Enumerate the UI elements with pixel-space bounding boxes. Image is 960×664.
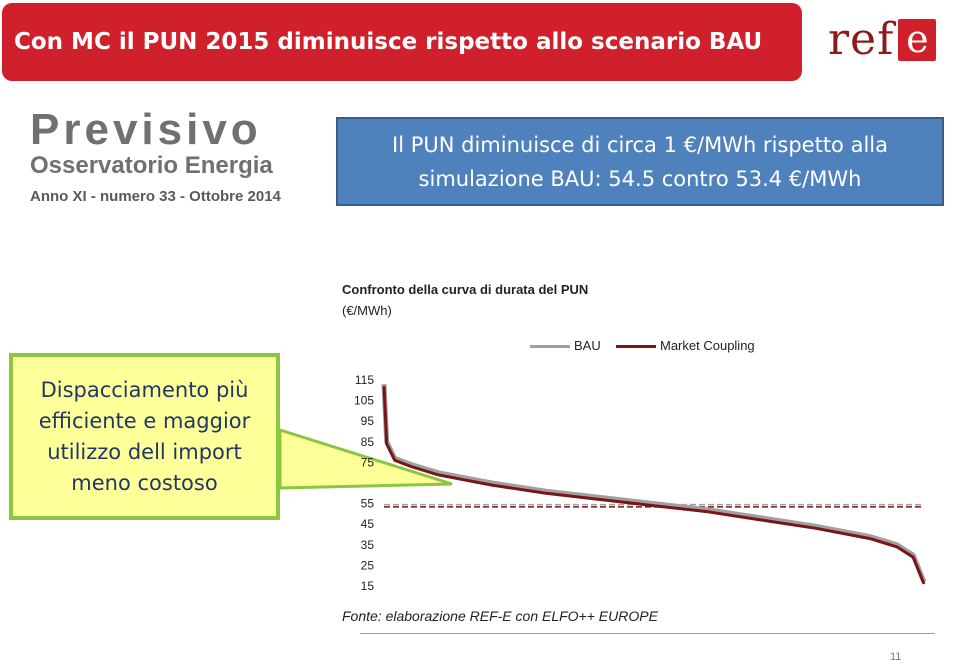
chart-source: Fonte: elaborazione REF-E con ELFO++ EUROPE <box>342 608 658 624</box>
y-tick-label: 25 <box>360 558 374 573</box>
logo-box: e <box>898 19 936 61</box>
callout-line-2: simulazione BAU: 54.5 contro 53.4 €/MWh <box>418 166 862 191</box>
explanation-note <box>9 353 280 520</box>
series-line-market-coupling <box>384 386 924 584</box>
note-line-4: meno costoso <box>71 470 218 495</box>
y-tick-label: 85 <box>360 434 374 449</box>
y-tick-label: 45 <box>360 517 374 532</box>
y-tick-label: 115 <box>354 373 374 387</box>
legend-label-bau: BAU <box>574 338 601 353</box>
y-tick-label: 75 <box>360 455 374 470</box>
series-line-bau <box>384 384 924 582</box>
note-line-2: efficiente e maggior <box>38 408 251 433</box>
page-number: 11 <box>890 651 902 663</box>
slide-title: Con MC il PUN 2015 diminuisce rispetto allo scenario BAU <box>2 3 802 81</box>
y-tick-label: 95 <box>360 414 374 429</box>
y-tick-label: 55 <box>360 496 374 511</box>
series-lines <box>384 384 924 584</box>
y-tick-label: 15 <box>360 579 374 593</box>
note-line-1: Dispacciamento più <box>40 377 249 402</box>
logo-text: ref <box>828 14 895 65</box>
publication-subtitle: Osservatorio Energia <box>30 152 273 179</box>
legend-label-market-coupling: Market Coupling <box>660 338 755 353</box>
chart-title: Confronto della curva di durata del PUN <box>342 282 589 297</box>
publication-name: Previsivo <box>30 105 262 154</box>
y-tick-label: 105 <box>353 393 374 408</box>
y-tick-label: 35 <box>360 537 374 552</box>
chart-units: (€/MWh) <box>342 303 392 318</box>
callout-line-1: Il PUN diminuisce di circa 1 €/MWh rispetto alla <box>392 132 888 157</box>
publication-issue: Anno XI - numero 33 - Ottobre 2014 <box>30 188 281 205</box>
note-line-3: utilizzo dell import <box>47 439 242 464</box>
footer-divider <box>360 633 935 634</box>
